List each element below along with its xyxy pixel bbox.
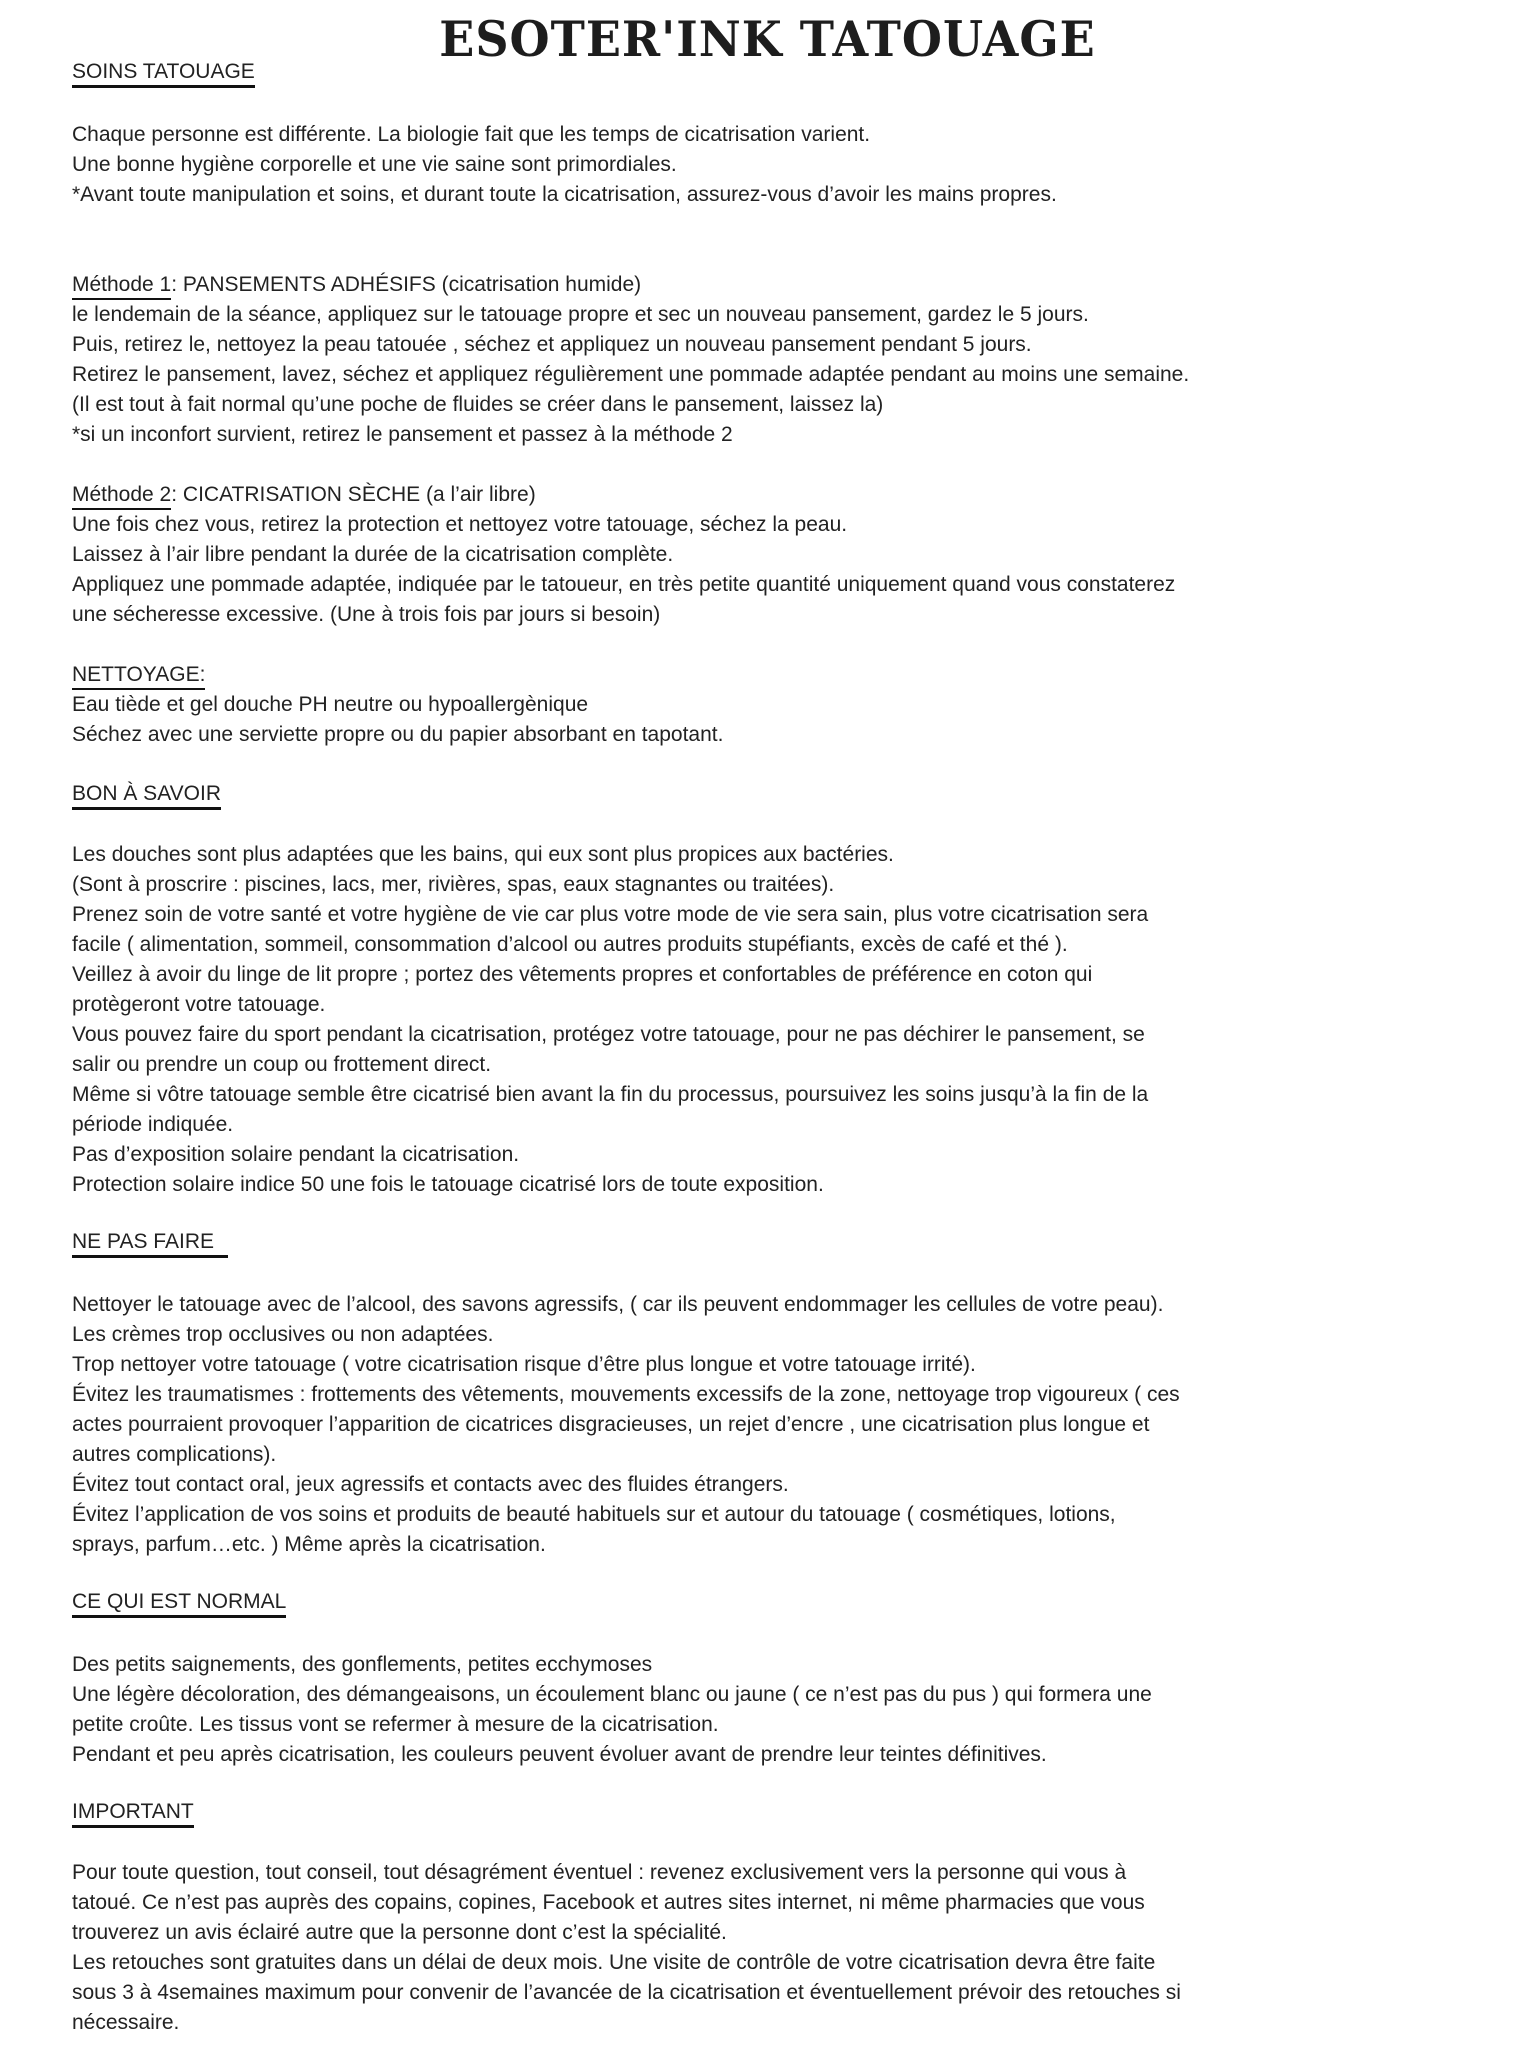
text-line: Les crèmes trop occlusives ou non adaptées. <box>72 1323 494 1346</box>
text-line: Vous pouvez faire du sport pendant la cicatrisation, protégez votre tatouage, pour ne pas déchirer le pansement, se <box>72 1023 1145 1046</box>
text-line: Veillez à avoir du linge de lit propre ; portez des vêtements propres et confortables de préférence en coton qui <box>72 963 1093 986</box>
text-line: sprays, parfum…etc. ) Même après la cicatrisation. <box>72 1533 546 1556</box>
text-line: petite croûte. Les tissus vont se refermer à mesure de la cicatrisation. <box>72 1713 719 1736</box>
text-line: Les retouches sont gratuites dans un délai de deux mois. Une visite de contrôle de votre cicatrisation devra être faite <box>72 1951 1156 1974</box>
text-line: le lendemain de la séance, appliquez sur le tatouage propre et sec un nouveau pansement, gardez le 5 jours. <box>72 303 1089 326</box>
text-line: Chaque personne est différente. La biologie fait que les temps de cicatrisation varient. <box>72 123 871 146</box>
text-line: protègeront votre tatouage. <box>72 993 326 1016</box>
text-line: autres complications). <box>72 1443 277 1466</box>
text-line: facile ( alimentation, sommeil, consommation d’alcool ou autres produits stupéfiants, excès de café et thé ). <box>72 933 1068 956</box>
text-line: tatoué. Ce n’est pas auprès des copains, copines, Facebook et autres sites internet, ni même pharmacies que vous <box>72 1891 1145 1914</box>
text-line: Une bonne hygiène corporelle et une vie saine sont primordiales. <box>72 153 677 176</box>
text-line: Une légère décoloration, des démangeaisons, un écoulement blanc ou jaune ( ce n’est pas du pus ) qui formera une <box>72 1683 1152 1706</box>
page-title: ESOTER'INK TATOUAGE <box>439 10 1096 68</box>
text-line: Évitez les traumatismes : frottements des vêtements, mouvements excessifs de la zone, nettoyage trop vigoureux ( ces <box>72 1383 1180 1406</box>
text-line: Les douches sont plus adaptées que les bains, qui eux sont plus propices aux bactéries. <box>72 843 894 866</box>
text-line: *Avant toute manipulation et soins, et durant toute la cicatrisation, assurez-vous d’avoir les mains propres. <box>72 183 1057 206</box>
text-line: Retirez le pansement, lavez, séchez et appliquez régulièrement une pommade adaptée pendant au moins une semaine. <box>72 363 1190 386</box>
section-heading-bon-a-savoir: BON À SAVOIR <box>72 782 221 810</box>
section-ce-qui-est-normal <box>72 1590 1472 1618</box>
section-soins <box>72 60 1472 88</box>
text-line: Laissez à l’air libre pendant la durée de la cicatrisation complète. <box>72 543 674 566</box>
section-heading-nettoyage: NETTOYAGE: <box>72 662 205 690</box>
text-line: Puis, retirez le, nettoyez la peau tatouée , séchez et appliquez un nouveau pansement pendant 5 jours. <box>72 333 1032 356</box>
text-line: Nettoyer le tatouage avec de l’alcool, des savons agressifs, ( car ils peuvent endommager les cellules de votre peau). <box>72 1293 1164 1316</box>
section-important <box>72 1800 1472 1828</box>
text-line: Une fois chez vous, retirez la protection et nettoyez votre tatouage, séchez la peau. <box>72 513 848 536</box>
text-line: Trop nettoyer votre tatouage ( votre cicatrisation risque d’être plus longue et votre tatouage irrité). <box>72 1353 976 1376</box>
text-line: Des petits saignements, des gonflements, petites ecchymoses <box>72 1653 653 1676</box>
text-line: Pas d’exposition solaire pendant la cicatrisation. <box>72 1143 520 1166</box>
text-line: Évitez tout contact oral, jeux agressifs et contacts avec des fluides étrangers. <box>72 1473 789 1496</box>
text-line: sous 3 à 4semaines maximum pour convenir de l’avancée de la cicatrisation et éventuellement prévoir des retouches si <box>72 1981 1181 2004</box>
text-line: Pendant et peu après cicatrisation, les couleurs peuvent évoluer avant de prendre leur teintes définitives. <box>72 1743 1047 1766</box>
text-line: une sécheresse excessive. (Une à trois fois par jours si besoin) <box>72 603 661 626</box>
methode-2-title-line <box>72 480 1472 510</box>
text-line: période indiquée. <box>72 1113 234 1136</box>
methode-1-title-line <box>72 270 1472 300</box>
section-heading-ce-qui-est-normal: CE QUI EST NORMAL <box>72 1590 286 1618</box>
nettoyage-heading-line <box>72 660 1472 690</box>
section-methode-2 <box>72 480 1472 630</box>
section-heading-important: IMPORTANT <box>72 1800 194 1828</box>
text-line: Appliquez une pommade adaptée, indiquée par le tatoueur, en très petite quantité uniquement quand vous constaterez <box>72 573 1176 596</box>
text-line: trouverez un avis éclairé autre que la personne dont c’est la spécialité. <box>72 1921 727 1944</box>
text-line: nécessaire. <box>72 2011 180 2034</box>
text-line: Pour toute question, tout conseil, tout désagrément éventuel : revenez exclusivement vers la personne qui vous à <box>72 1861 1127 1884</box>
bon-a-savoir-paragraph <box>72 840 1472 1200</box>
ne-pas-faire-paragraph <box>72 1290 1472 1560</box>
section-ne-pas-faire <box>72 1230 1472 1258</box>
text-line: actes pourraient provoquer l’apparition de cicatrices disgracieuses, un rejet d’encre , une cicatrisation plus longue et <box>72 1413 1150 1436</box>
section-heading-soins: SOINS TATOUAGE <box>72 60 255 88</box>
text-line: Prenez soin de votre santé et votre hygiène de vie car plus votre mode de vie sera sain, plus votre cicatrisation sera <box>72 903 1149 926</box>
section-bon-a-savoir <box>72 782 1472 810</box>
section-heading-ne-pas-faire: NE PAS FAIRE <box>72 1230 228 1258</box>
text-line: Évitez l’application de vos soins et produits de beauté habituels sur et autour du tatouage ( cosmétiques, lotions, <box>72 1503 1116 1526</box>
text-line: *si un inconfort survient, retirez le pansement et passez à la méthode 2 <box>72 423 733 446</box>
text-line: Séchez avec une serviette propre ou du papier absorbant en tapotant. <box>72 723 724 746</box>
methode-2-title: : CICATRISATION SÈCHE (a l’air libre) <box>171 483 536 506</box>
text-line: Eau tiède et gel douche PH neutre ou hypoallergènique <box>72 693 589 716</box>
ce-qui-est-normal-paragraph <box>72 1650 1472 1770</box>
text-line: Protection solaire indice 50 une fois le tatouage cicatrisé lors de toute exposition. <box>72 1173 824 1196</box>
text-line: (Il est tout à fait normal qu’une poche de fluides se créer dans le pansement, laissez la) <box>72 393 884 416</box>
text-line: salir ou prendre un coup ou frottement direct. <box>72 1053 492 1076</box>
methode-1-title: : PANSEMENTS ADHÉSIFS (cicatrisation humide) <box>171 273 642 296</box>
section-methode-1 <box>72 270 1472 450</box>
soins-paragraph <box>72 120 1472 210</box>
text-line: Même si vôtre tatouage semble être cicatrisé bien avant la fin du processus, poursuivez les soins jusqu’à la fin de la <box>72 1083 1149 1106</box>
text-line: (Sont à proscrire : piscines, lacs, mer, rivières, spas, eaux stagnantes ou traitées). <box>72 873 835 896</box>
methode-1-label: Méthode 1 <box>72 272 171 300</box>
section-nettoyage <box>72 660 1472 750</box>
methode-2-label: Méthode 2 <box>72 482 171 510</box>
important-paragraph <box>72 1858 1472 2038</box>
